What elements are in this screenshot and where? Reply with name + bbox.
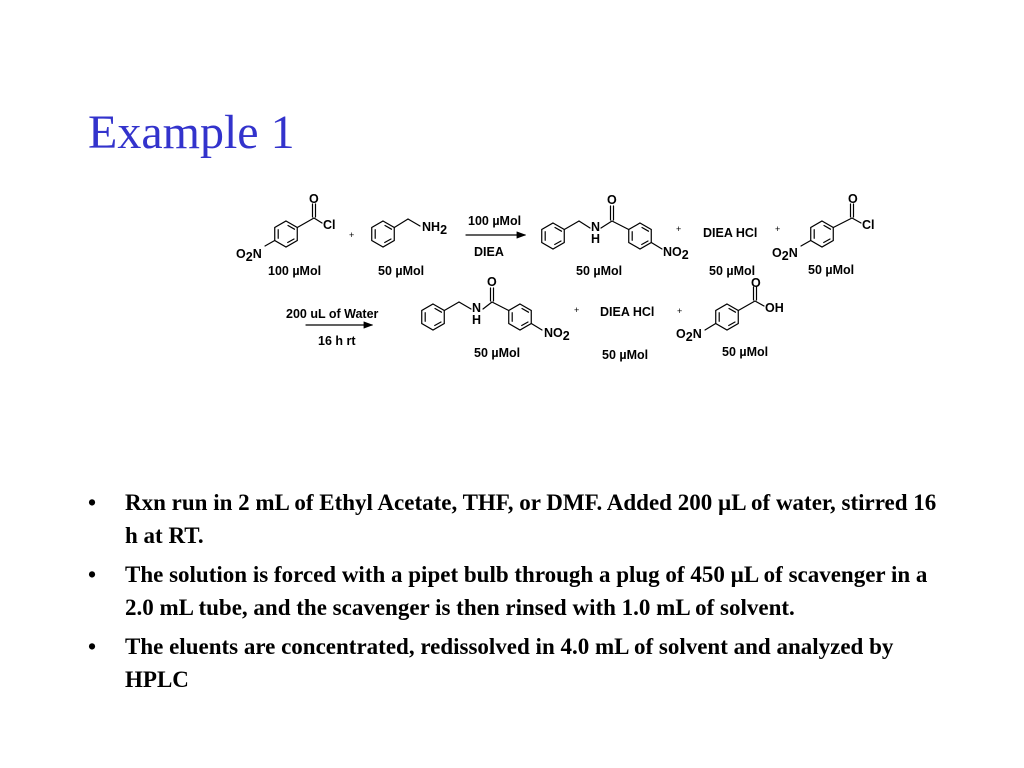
side-product-row1: DIEA HCl: [703, 226, 758, 240]
molecule-amide-product-2: [422, 275, 570, 343]
plus-sign: +: [349, 230, 355, 240]
atom-oxygen: O: [607, 193, 617, 207]
atom-hydrogen: H: [472, 313, 482, 327]
reagent-bottom-row1: DIEA: [474, 245, 504, 259]
amount-label: 50 µMol: [576, 264, 623, 278]
atom-chlorine: Cl: [323, 218, 336, 232]
amount-label: 50 µMol: [378, 264, 425, 278]
side-product-row2: DIEA HCl: [600, 305, 655, 319]
atom-oxygen: O: [751, 276, 761, 290]
molecule-benzylamine: [372, 219, 447, 247]
reagent-top-row2: 200 uL of Water: [286, 307, 379, 321]
atom-chlorine: Cl: [862, 218, 875, 232]
atom-oxygen: O: [487, 275, 497, 289]
atom-nitro-no2: NO2: [663, 245, 689, 262]
bullet-text: The solution is forced with a pipet bulb through a plug of 450 µL of scavenger in a 2.0 mL tube, and the scavenger is then rinsed with 1.0 mL of solvent.: [125, 562, 928, 620]
amount-label: 100 µMol: [268, 264, 322, 278]
bullet-marker: •: [88, 490, 97, 515]
atom-hydrogen: H: [591, 232, 601, 246]
atom-nitrogen: N: [591, 220, 601, 234]
amount-label: 50 µMol: [602, 348, 649, 362]
atom-nitrogen: N: [472, 301, 482, 315]
molecule-amide-product-1: [542, 193, 689, 262]
reagent-top-row1: 100 µMol: [468, 214, 522, 228]
atom-hydroxyl: OH: [765, 301, 784, 315]
molecule-nitrobenzoic-acid: [676, 276, 784, 344]
bullet-marker: •: [88, 634, 97, 659]
amount-label: 50 µMol: [474, 346, 521, 360]
atom-nitro-no2: NO2: [544, 326, 570, 343]
atom-oxygen: O: [309, 192, 319, 206]
amount-label: 50 µMol: [808, 263, 855, 277]
amount-label: 50 µMol: [722, 345, 769, 359]
molecule-nitrobenzoyl-chloride-1: [236, 192, 336, 264]
reagent-bottom-row2: 16 h rt: [318, 334, 356, 348]
bullet-item: [88, 558, 948, 624]
slide-title: Example 1: [88, 106, 295, 159]
bullet-list: [88, 486, 948, 702]
atom-nitro-o2n: O2N: [236, 247, 262, 264]
atom-nitro-o2n: O2N: [676, 327, 702, 344]
bullet-item: [88, 486, 948, 552]
plus-sign: +: [677, 306, 683, 316]
plus-sign: +: [676, 224, 682, 234]
bullet-text: The eluents are concentrated, redissolved in 4.0 mL of solvent and analyzed by HPLC: [125, 634, 894, 692]
molecule-nitrobenzoyl-chloride-2: [772, 192, 875, 263]
bullet-marker: •: [88, 562, 97, 587]
amount-label: 50 µMol: [709, 264, 756, 278]
plus-sign: +: [574, 305, 580, 315]
bullet-item: [88, 630, 948, 696]
atom-oxygen: O: [848, 192, 858, 206]
plus-sign: +: [775, 224, 781, 234]
atom-nitro-o2n: O2N: [772, 246, 798, 263]
bullet-text: Rxn run in 2 mL of Ethyl Acetate, THF, or DMF. Added 200 µL of water, stirred 16 h at RT.: [125, 490, 937, 548]
atom-nh2: NH2: [422, 220, 448, 237]
